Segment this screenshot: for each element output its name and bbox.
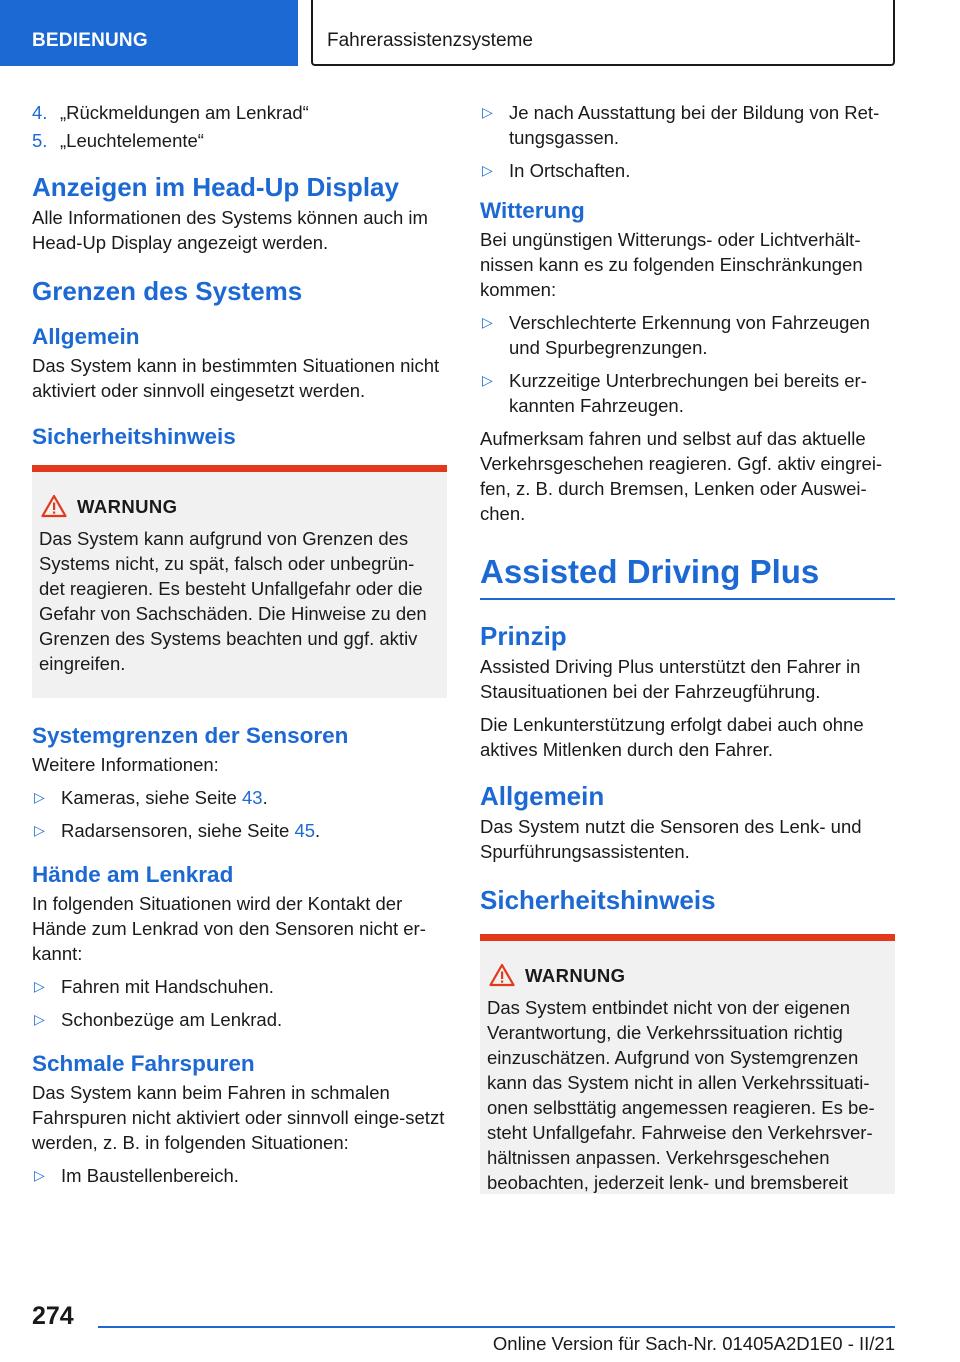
chapter-title: Fahrerassistenzsysteme — [327, 30, 533, 51]
list-text: Verschlechterte Erkennung von Fahrzeugen und Spurbegrenzungen. — [509, 312, 870, 358]
list-text: Schonbezüge am Lenkrad. — [61, 1009, 283, 1030]
list-item — [32, 785, 447, 810]
warning-label: WARNUNG — [77, 496, 178, 517]
section-tab — [0, 0, 298, 66]
triangle-right-icon: ▷ — [482, 372, 493, 388]
list-item — [32, 100, 447, 125]
list-item — [480, 368, 895, 418]
list-number: 5. — [32, 130, 48, 151]
footer-divider — [98, 1326, 895, 1328]
warning-box — [480, 934, 895, 1194]
heading-assisted-driving-plus: Assisted Driving Plus — [480, 552, 895, 600]
list-text: Radarsensoren, siehe Seite — [61, 820, 295, 841]
heading-sensors: Systemgrenzen der Sensoren — [32, 723, 349, 748]
bullet-list — [480, 100, 895, 183]
list-item — [32, 128, 447, 153]
list-text: Kurzzeitige Unterbrechungen bei bereits er‐kannten Fahrzeugen. — [509, 370, 867, 416]
warning-label: WARNUNG — [525, 965, 626, 986]
left-column — [32, 100, 447, 1196]
triangle-right-icon: ▷ — [34, 789, 45, 805]
list-text: Fahren mit Handschuhen. — [61, 976, 274, 997]
warning-text: Das System kann aufgrund von Grenzen des Systems nicht, zu spät, falsch oder unbegrün‐det reagieren. Es besteht Unfallgefahr oder die Gefahr von Sachschäden. Die Hinweise zu den Grenzen des Systems beachten und ggf. aktiv eingreifen. — [39, 528, 427, 674]
triangle-right-icon: ▷ — [482, 104, 493, 120]
paragraph: Alle Informationen des Systems können auch im Head-Up Display angezeigt werden. — [32, 207, 428, 253]
page-link-radar[interactable]: 45 — [294, 820, 316, 841]
numbered-list — [32, 100, 447, 153]
paragraph: Weitere Informationen: — [32, 754, 219, 775]
list-number: 4. — [32, 102, 48, 123]
warning-header — [487, 963, 887, 989]
triangle-right-icon: ▷ — [34, 822, 45, 838]
warning-text: Das System entbindet nicht von der eigenen Verantwortung, die Verkehrssituation richtig einzuschätzen. Aufgrund von Systemgrenzen kann das System nicht in allen Verkehrssituati‐onen selbsttätig angemessen reagieren. Es be‐steht Unfallgefahr. Fahrweise den Verkehrsver‐hältnissen anpassen. Verkehrsgeschehen beobachten, jederzeit lenk- und bremsbereit — [487, 997, 875, 1193]
paragraph: Die Lenkunterstützung erfolgt dabei auch ohne aktives Mitlenken durch den Fahrer. — [480, 714, 864, 760]
paragraph: Bei ungünstigen Witterungs- oder Lichtverhält‐nissen kann es zu folgenden Einschränkungen kommen: — [480, 229, 863, 300]
list-text: In Ortschaften. — [509, 160, 631, 181]
page-link-cameras[interactable]: 43 — [241, 787, 263, 808]
list-text: „Leuchtelemente“ — [60, 130, 204, 151]
heading-safety: Sicherheitshinweis — [32, 424, 236, 449]
section-title: BEDIENUNG — [32, 30, 148, 51]
heading-principle: Prinzip — [480, 621, 567, 651]
punctuation: . — [262, 787, 268, 808]
heading-limits: Grenzen des Systems — [32, 276, 303, 306]
list-text: Je nach Ausstattung bei der Bildung von Ret‐tungsgassen. — [509, 102, 880, 148]
bullet-list — [32, 785, 447, 843]
chapter-tab — [311, 0, 895, 66]
heading-general: Allgemein — [32, 324, 140, 349]
warning-triangle-icon — [41, 494, 67, 518]
heading-weather: Witterung — [480, 198, 585, 223]
heading-hud: Anzeigen im Head-Up Display — [32, 172, 399, 202]
list-item — [32, 974, 447, 999]
list-item — [32, 1007, 447, 1032]
punctuation: . — [315, 820, 321, 841]
list-text: Kameras, siehe Seite — [61, 787, 242, 808]
list-item — [32, 1163, 447, 1188]
right-column — [480, 100, 895, 1194]
list-text: Im Baustellenbereich. — [61, 1165, 239, 1186]
list-item — [480, 100, 895, 150]
heading-general: Allgemein — [480, 781, 605, 811]
triangle-right-icon: ▷ — [34, 978, 45, 994]
online-version-text: Online Version für Sach-Nr. 01405A2D1E0 - II/21 — [492, 1333, 895, 1354]
list-item — [480, 310, 895, 360]
page-header — [0, 0, 960, 66]
paragraph: Das System kann in bestimmten Situationen nicht aktiviert oder sinnvoll eingesetzt werden. — [32, 355, 440, 401]
list-item — [32, 818, 447, 843]
triangle-right-icon: ▷ — [482, 162, 493, 178]
triangle-right-icon: ▷ — [34, 1167, 45, 1183]
bullet-list — [32, 1163, 447, 1188]
paragraph: In folgenden Situationen wird der Kontakt der Hände zum Lenkrad von den Sensoren nicht er‐kannt: — [32, 893, 426, 964]
paragraph: Das System nutzt die Sensoren des Lenk- und Spurführungsassistenten. — [480, 816, 862, 862]
heading-safety: Sicherheitshinweis — [480, 885, 716, 915]
triangle-right-icon: ▷ — [34, 1011, 45, 1027]
paragraph: Aufmerksam fahren und selbst auf das aktuelle Verkehrsgeschehen reagieren. Ggf. aktiv eingrei‐fen, z. B. durch Bremsen, Lenken oder Auswei‐chen. — [480, 428, 883, 524]
list-text: „Rückmeldungen am Lenkrad“ — [60, 102, 309, 123]
warning-box — [32, 465, 447, 698]
warning-header — [39, 494, 439, 520]
triangle-right-icon: ▷ — [482, 314, 493, 330]
paragraph: Assisted Driving Plus unterstützt den Fahrer in Stausituationen bei der Fahrzeugführung. — [480, 656, 861, 702]
heading-narrow-lanes: Schmale Fahrspuren — [32, 1051, 255, 1076]
paragraph: Das System kann beim Fahren in schmalen Fahrspuren nicht aktiviert oder sinnvoll einge‐setzt werden, z. B. in folgenden Situationen: — [32, 1082, 445, 1153]
page-number: 274 — [32, 1302, 74, 1330]
list-item — [480, 158, 895, 183]
heading-hands: Hände am Lenkrad — [32, 862, 234, 887]
warning-triangle-icon — [489, 963, 515, 987]
bullet-list — [32, 974, 447, 1032]
bullet-list — [480, 310, 895, 418]
